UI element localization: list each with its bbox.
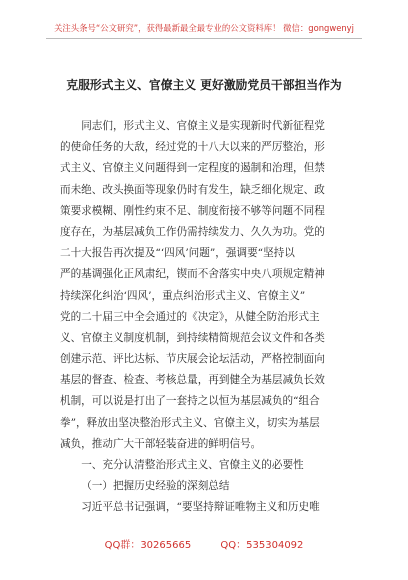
body-line: 机制，可以说是打出了一套持之以恒为基层减负的“组合 <box>60 395 320 408</box>
document-body <box>60 116 349 519</box>
body-line: 习近平总书记强调，“要坚持辩证唯物主义和历史唯 <box>81 501 320 514</box>
body-line: 的使命任务的大敌，经过党的十八大以来的严厉整治，形 <box>60 141 325 154</box>
body-line: 持续深化纠治‘四风’，重点纠治形式主义、官僚主义” <box>60 289 306 302</box>
body-line: 党的二十届三中全会通过的《决定》，从健全防治形式主 <box>60 310 320 323</box>
body-line: 严的基调强化正风肃纪，锲而不舍落实中央八项规定精神 <box>60 268 325 281</box>
body-line: 而未绝、改头换面等现象仍时有发生，缺乏细化规定、政 <box>60 183 325 196</box>
body-line: 式主义、官僚主义问题得到一定程度的遏制和治理，但禁 <box>60 162 325 175</box>
header-divider <box>46 38 362 39</box>
body-line: 基层的督查、检查、考核总量，再到健全为基层减负长效 <box>60 374 325 387</box>
body-line: 拳”，释放出坚决整治形式主义、官僚主义，切实为基层 <box>60 416 320 429</box>
body-line: 度存在，为基层减负工作仍需持续发力、久久为功。党的 <box>60 225 325 238</box>
body-line: 策要求模糊、刚性约束不足、制度衔接不够等问题不同程 <box>60 204 325 217</box>
body-line: 减负，推动广大干部轻装奋进的鲜明信号。 <box>60 437 262 450</box>
footer-qq-contact: QQ：535304092 <box>220 540 304 551</box>
body-line: 同志们，形式主义、官僚主义是实现新时代新征程党 <box>81 120 325 132</box>
document-title: 克服形式主义、官僚主义 更好激励党员干部担当作为 <box>66 78 342 92</box>
footer-qq-group: QQ群：30265665 <box>104 540 192 551</box>
body-line: 创建示范、评比达标、节庆展会论坛活动，严格控制面向 <box>60 353 325 366</box>
body-line: 义、官僚主义制度机制，到持续精简规范会议文件和各类 <box>60 331 325 344</box>
subsection-heading: （一）把握历史经验的深刻总结 <box>81 480 230 493</box>
page-footer <box>0 536 408 551</box>
section-heading: 一、充分认清整治形式主义、官僚主义的必要性 <box>81 459 304 471</box>
body-line: 二十大报告再次提及“‘四风’问题”，强调要“坚持以 <box>60 247 295 260</box>
page-header-notice: 关注头条号“公文研究”，获得最新最全最专业的公文资料库！ 微信：gongwenyj <box>54 23 354 33</box>
